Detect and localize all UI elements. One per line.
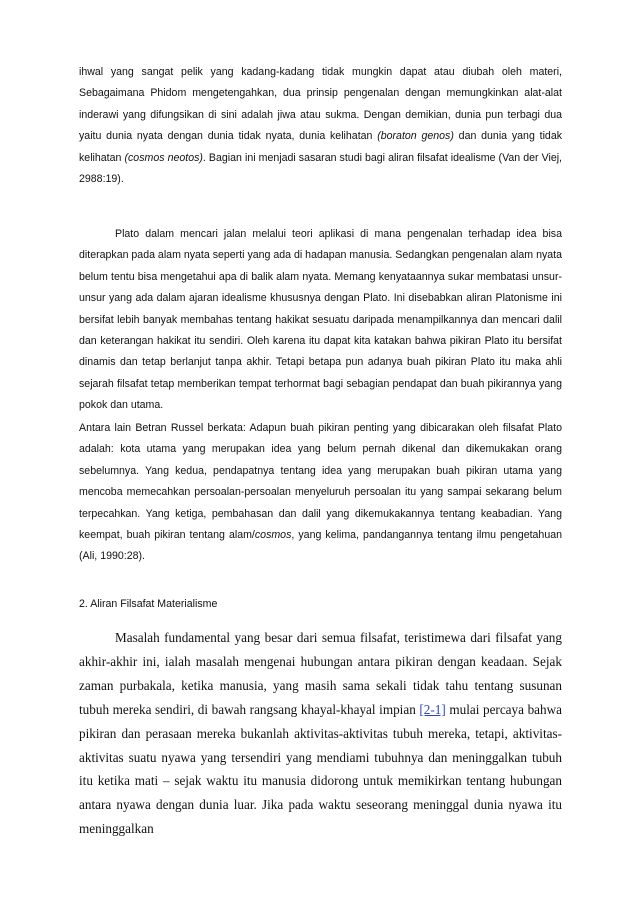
section-heading: 2. Aliran Filsafat Materialisme — [79, 598, 218, 610]
paragraph-text: Antara lain Betran Russel berkata: Adapun buah pikiran penting yang dibicarakan oleh filsafat Plato adalah: kota utama yang merupakan idea yang belum pernah dikenal dan dikemukakan orang sebelumnya. Yang kedua, pendapatnya tentang idea yang merupakan buah pikiran utama yang mencoba memecahkan persoalan-persoalan menyeluruh persoalan itu yang sampai sekarang belum terpecahkan. Yang ketiga, pembahasan dan dalil yang dikemukakannya tentang keabadian. Yang keempat, buah pikiran tentang alam/ — [79, 422, 562, 542]
italic-term: (boraton genos) — [377, 130, 454, 143]
paragraph-text: Masalah fundamental yang besar dari semua filsafat, teristimewa dari filsafat yang akhir-akhir ini, ialah masalah mengenai hubungan antara pikiran dengan keadaan. Sejak zaman purbakala, ketika manusia, yang masih sama sekali tidak tahu tentang susunan tubuh mereka sendiri, di bawah rangsang khayal-khayal impian — [79, 630, 562, 717]
italic-term: (cosmos neotos) — [124, 151, 203, 164]
paragraph-plato: Plato dalam mencari jalan melalui teori aplikasi di mana pengenalan terhadap idea bisa diterapkan pada alam nyata seperti yang ada di hadapan manusia. Sedangkan pengenalan alam nyata belum tentu bisa mengetahui apa di balik alam nyata. Memang kenyataannya sukar membatasi unsur-unsur yang ada dalam ajaran idealisme khususnya dengan Plato. Ini disebabkan aliran Platonisme ini bersifat lebih banyak membahas tentang hakikat sesuatu daripada menampilkannya dan mencari dalil dan keterangan hakikat itu sendiri. Oleh karena itu dapat kita katakan bahwa pikiran Plato itu bersifat dinamis dan tetap berlanjut tanpa akhir. Tetapi betapa pun adanya buah pikiran Plato itu maka ahli sejarah filsafat tetap memberikan tempat terhormat bagi sebagian pendapat dan buah pikirannya yang pokok dan utama. — [79, 228, 562, 412]
paragraph-text: mulai percaya bahwa pikiran dan perasaan mereka bukanlah aktivitas-aktivitas tubuh mereka, tetapi, aktivitas-aktivitas suatu nyawa yang tersendiri yang mendiami tubuhnya dan meninggalkan tubuh itu ketika mati – sejak waktu itu manusia didorong untuk memikirkan tentang hubungan antara nyawa dengan dunia luar. Jika pada waktu seseorang meninggal dunia nyawa itu meninggalkan — [79, 701, 562, 837]
paragraph-text: dan dunia yang tidak kelihatan — [79, 130, 563, 164]
paragraph-text: , yang kelima, pandangannya tentang ilmu pengetahuan (Ali, 1990:28). — [79, 529, 562, 563]
italic-term: cosmos — [254, 529, 292, 542]
footnote-link[interactable]: [2-1] — [419, 701, 446, 717]
paragraph-text: . Bagian ini menjadi sasaran studi bagi aliran filsafat idealisme (Van der Viej, 2988:19). — [79, 151, 563, 186]
paragraph-materialisme — [79, 626, 562, 841]
paragraph-text: ihwal yang sangat pelik yang kadang-kadang tidak mungkin dapat atau diubah oleh materi, Sebagaimana Phidom mengetengahkan, dua prinsip pengenalan dengan memungkinkan alat-alat inderawi yang difungsikan di sini adalah jiwa atau sukma. Dengan demikian, dunia pun terbagi dua yaitu dunia nyata dengan dunia tidak nyata, dunia kelihatan — [79, 66, 562, 143]
paragraph-phidom — [79, 62, 562, 190]
paragraph-russel — [79, 418, 562, 568]
